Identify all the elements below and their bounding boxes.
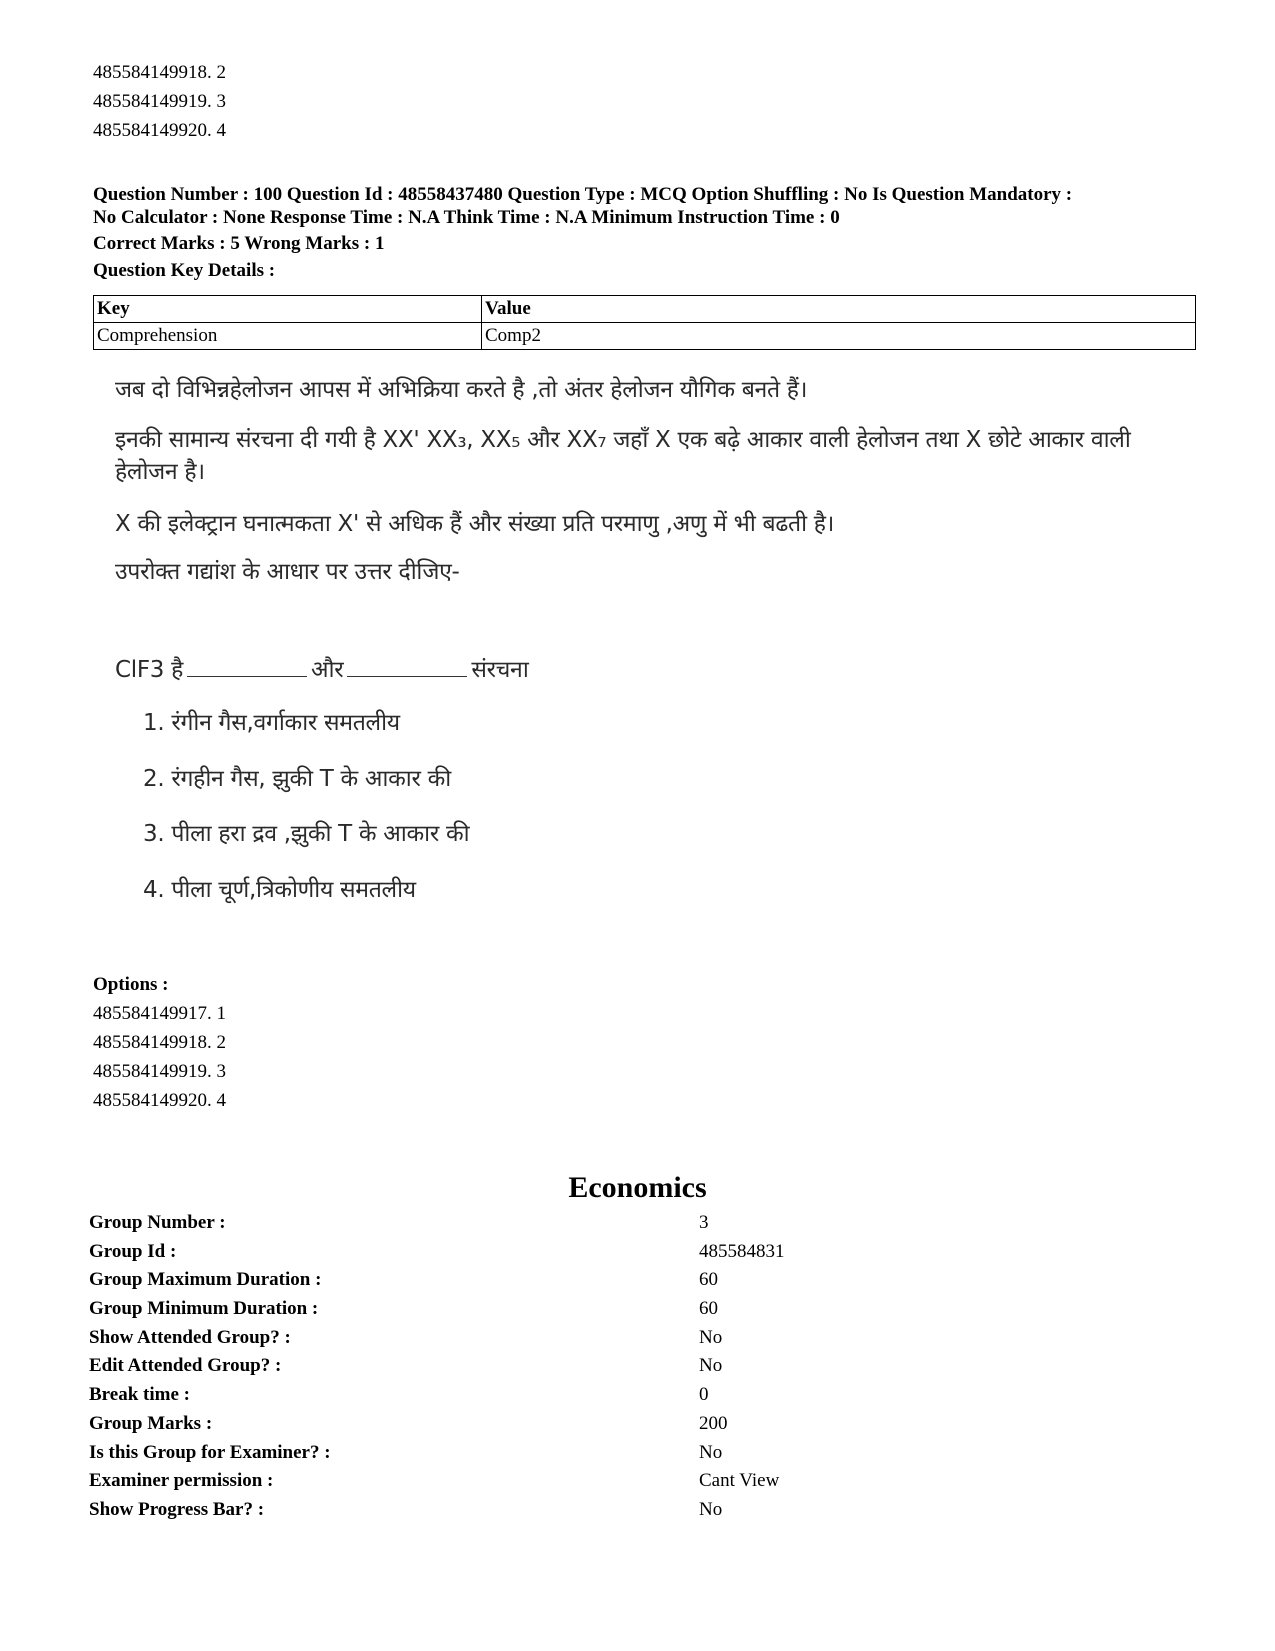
question-meta: [93, 183, 1203, 284]
table-row: [89, 1295, 1189, 1324]
table-row: [89, 1266, 1189, 1295]
blank-line: [187, 675, 307, 677]
group-value: 0: [699, 1384, 709, 1406]
table-row: [89, 1352, 1189, 1381]
question-key-details-label: Question Key Details :: [93, 260, 276, 281]
option-item: 485584149919. 3: [93, 91, 226, 112]
question-meta-line1: Question Number : 100 Question Id : 48558437480 Question Type : MCQ Option Shuffling : No Is Question Mandatory :: [93, 184, 1073, 205]
table-row: [94, 323, 1196, 350]
passage-line: X की इलेक्ट्रान घनात्मकता X' से अधिक हैं और संख्या प्रति परमाणु ,अणु में भी बढती है।: [115, 511, 835, 537]
table-row: [89, 1496, 1189, 1525]
blank-line: [347, 675, 467, 677]
group-label: Group Id :: [89, 1240, 177, 1262]
question-middle: और: [311, 657, 344, 683]
question-suffix: संरचना: [471, 657, 529, 683]
group-label: Examiner permission :: [89, 1470, 274, 1492]
group-label: Group Maximum Duration :: [89, 1269, 322, 1291]
choice-item: 1. रंगीन गैस,वर्गाकार समतलीय: [143, 710, 400, 736]
group-value: 485584831: [699, 1240, 785, 1262]
key-table: [93, 295, 1196, 350]
question-stem: [115, 652, 528, 684]
value-header: Value: [482, 296, 1196, 323]
passage-line: जब दो विभिन्नहेलोजन आपस में अभिक्रिया करते है ,तो अंतर हेलोजन यौगिक बनते हैं।: [115, 377, 808, 403]
group-label: Is this Group for Examiner? :: [89, 1441, 331, 1463]
option-item: 485584149920. 4: [93, 120, 226, 141]
choice-item: 4. पीला चूर्ण,त्रिकोणीय समतलीय: [143, 877, 416, 903]
table-row: [89, 1324, 1189, 1353]
group-value: 3: [699, 1212, 709, 1233]
previous-options-list: [93, 58, 226, 145]
group-value: 60: [699, 1269, 718, 1291]
key-table-header: [94, 296, 1196, 323]
choice-item: 2. रंगहीन गैस, झुकी T के आकार की: [143, 766, 451, 792]
question-prefix: ClF3 है: [115, 657, 184, 683]
table-row: [89, 1439, 1189, 1468]
group-label: Edit Attended Group? :: [89, 1355, 282, 1377]
group-value: 200: [699, 1412, 728, 1434]
section-title: Economics: [568, 1171, 707, 1204]
group-label: Show Attended Group? :: [89, 1326, 291, 1348]
question-meta-line2: No Calculator : None Response Time : N.A Think Time : N.A Minimum Instruction Time : 0: [93, 207, 840, 228]
passage-line: हेलोजन है।: [115, 459, 205, 485]
group-label: Group Number :: [89, 1212, 226, 1233]
option-item: 485584149919. 3: [93, 1061, 226, 1082]
value-cell: Comp2: [482, 323, 1196, 350]
option-item: 485584149920. 4: [93, 1090, 226, 1111]
table-row: [89, 1209, 1189, 1238]
key-header: Key: [94, 296, 482, 323]
group-value: No: [699, 1355, 723, 1377]
group-label: Group Marks :: [89, 1412, 213, 1434]
passage-line: उपरोक्त गद्यांश के आधार पर उत्तर दीजिए-: [115, 559, 460, 585]
group-value: 60: [699, 1298, 718, 1320]
group-label: Show Progress Bar? :: [89, 1498, 265, 1520]
group-value: No: [699, 1326, 723, 1348]
option-item: 485584149918. 2: [93, 62, 226, 83]
group-label: Group Minimum Duration :: [89, 1298, 319, 1320]
options-list: [93, 970, 226, 1115]
group-value: No: [699, 1441, 723, 1463]
option-item: 485584149918. 2: [93, 1032, 226, 1053]
group-label: Break time :: [89, 1384, 190, 1406]
question-image: [115, 372, 1175, 947]
table-row: [89, 1238, 1189, 1267]
group-value: No: [699, 1498, 723, 1520]
table-row: [89, 1381, 1189, 1410]
options-label: Options :: [93, 974, 169, 995]
group-value: Cant View: [699, 1470, 780, 1492]
group-info-table: [89, 1209, 1189, 1525]
key-cell: Comprehension: [94, 323, 482, 350]
table-row: [89, 1467, 1189, 1496]
choice-item: 3. पीला हरा द्रव ,झुकी T के आकार की: [143, 821, 470, 847]
passage-line: इनकी सामान्य संरचना दी गयी है XX' XX₃, XX₅ और XX₇ जहाँ X एक बढ़े आकार वाली हेलोजन तथा X छोटे आकार वाली: [115, 427, 1131, 453]
question-marks: Correct Marks : 5 Wrong Marks : 1: [93, 233, 385, 254]
table-row: [89, 1410, 1189, 1439]
option-item: 485584149917. 1: [93, 1003, 226, 1024]
